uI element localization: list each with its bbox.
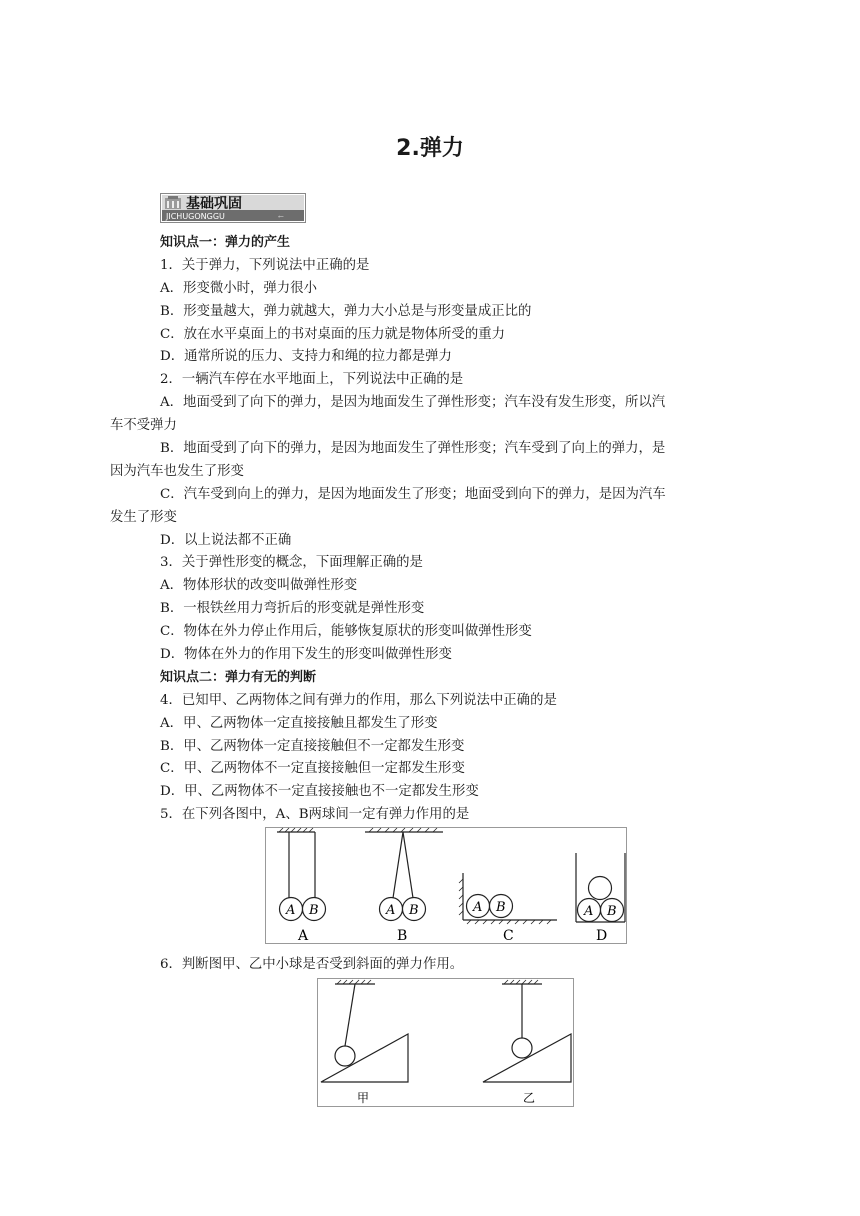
fig5-label-c: C (503, 928, 514, 944)
section-heading: 知识点二：弹力有无的判断 (160, 669, 317, 685)
fig5-c-ball-b: B (496, 900, 506, 915)
question-6: 6．判断图甲、乙中小球是否受到斜面的弹力作用。 (160, 957, 464, 972)
answer-option-line: C．物体在外力停止作用后，能够恢复原状的形变叫做弹性形变 (160, 624, 532, 640)
answer-option-line: D．甲、乙两物体不一定直接接触也不一定都发生形变 (160, 784, 479, 800)
answer-option-line: D．以上说法都不正确 (160, 532, 292, 548)
fig5-d-ball-b: B (607, 904, 617, 919)
figure-q5 (265, 827, 627, 944)
answer-option-line: 因为汽车也发生了形变 (110, 463, 244, 479)
fig5-label-d: D (596, 928, 608, 944)
fig5-b-ball-b: B (409, 903, 419, 918)
answer-option-line: 发生了形变 (110, 509, 177, 525)
answer-option-line: B．地面受到了向下的弹力，是因为地面发生了弹性形变；汽车受到了向上的弹力，是 (160, 441, 666, 457)
fig5-d-ball-a: A (584, 904, 594, 919)
fig5-c-ball-a: A (473, 900, 483, 915)
question-stem: 3．关于弹性形变的概念，下面理解正确的是 (160, 555, 423, 571)
answer-option-line: B．甲、乙两物体一定直接接触但不一定都发生形变 (160, 738, 465, 754)
question-lines (110, 232, 740, 827)
answer-option-line: D．通常所说的压力、支持力和绳的拉力都是弹力 (160, 349, 452, 365)
answer-option-line: A．地面受到了向下的弹力，是因为地面发生了弹性形变；汽车没有发生形变，所以汽 (160, 395, 666, 411)
answer-option-line: C．汽车受到向上的弹力，是因为地面发生了形变；地面受到向下的弹力，是因为汽车 (160, 486, 666, 502)
fig5-a-ball-b: B (309, 903, 319, 918)
question-6-block (160, 954, 740, 977)
section-heading: 知识点一：弹力的产生 (160, 235, 291, 250)
question-stem: 4．已知甲、乙两物体之间有弹力的作用，那么下列说法中正确的是 (160, 692, 557, 708)
answer-option-line: A．甲、乙两物体一定直接接触且都发生了形变 (160, 715, 438, 731)
answer-option-line: C．甲、乙两物体不一定直接接触但一定都发生形变 (160, 761, 465, 777)
section-badge (160, 193, 306, 223)
answer-option-line: A．形变微小时，弹力很小 (160, 280, 317, 296)
answer-option-line: A．物体形状的改变叫做弹性形变 (160, 578, 358, 594)
answer-option-line: B．形变量越大，弹力就越大，弹力大小总是与形变量成正比的 (160, 303, 532, 319)
answer-option-line: C．放在水平桌面上的书对桌面的压力就是物体所受的重力 (160, 326, 506, 342)
fig5-a-ball-a: A (286, 903, 296, 918)
page-title: 2.弹力 (396, 136, 464, 161)
arrow-left-icon: ← (278, 213, 284, 221)
answer-option-line: 车不受弹力 (110, 418, 177, 434)
fig5-b-ball-a: A (386, 903, 396, 918)
question-stem: 5．在下列各图中，A、B两球间一定有弹力作用的是 (160, 807, 470, 823)
badge-main-text: 基础巩固 (186, 196, 242, 212)
fig5-label-a: A (298, 928, 309, 944)
question-stem: 1．关于弹力，下列说法中正确的是 (160, 257, 370, 273)
fig6-label-jia: 甲 (357, 1091, 370, 1105)
figure-q6 (317, 978, 574, 1107)
fig6-label-yi: 乙 (523, 1091, 536, 1105)
fig5-label-b: B (397, 928, 408, 944)
badge-sub-text: JICHUGONGGU (166, 212, 225, 221)
question-stem: 2．一辆汽车停在水平地面上，下列说法中正确的是 (160, 372, 464, 388)
answer-option-line: D．物体在外力的作用下发生的形变叫做弹性形变 (160, 647, 452, 663)
answer-option-line: B．一根铁丝用力弯折后的形变就是弹性形变 (160, 601, 425, 617)
